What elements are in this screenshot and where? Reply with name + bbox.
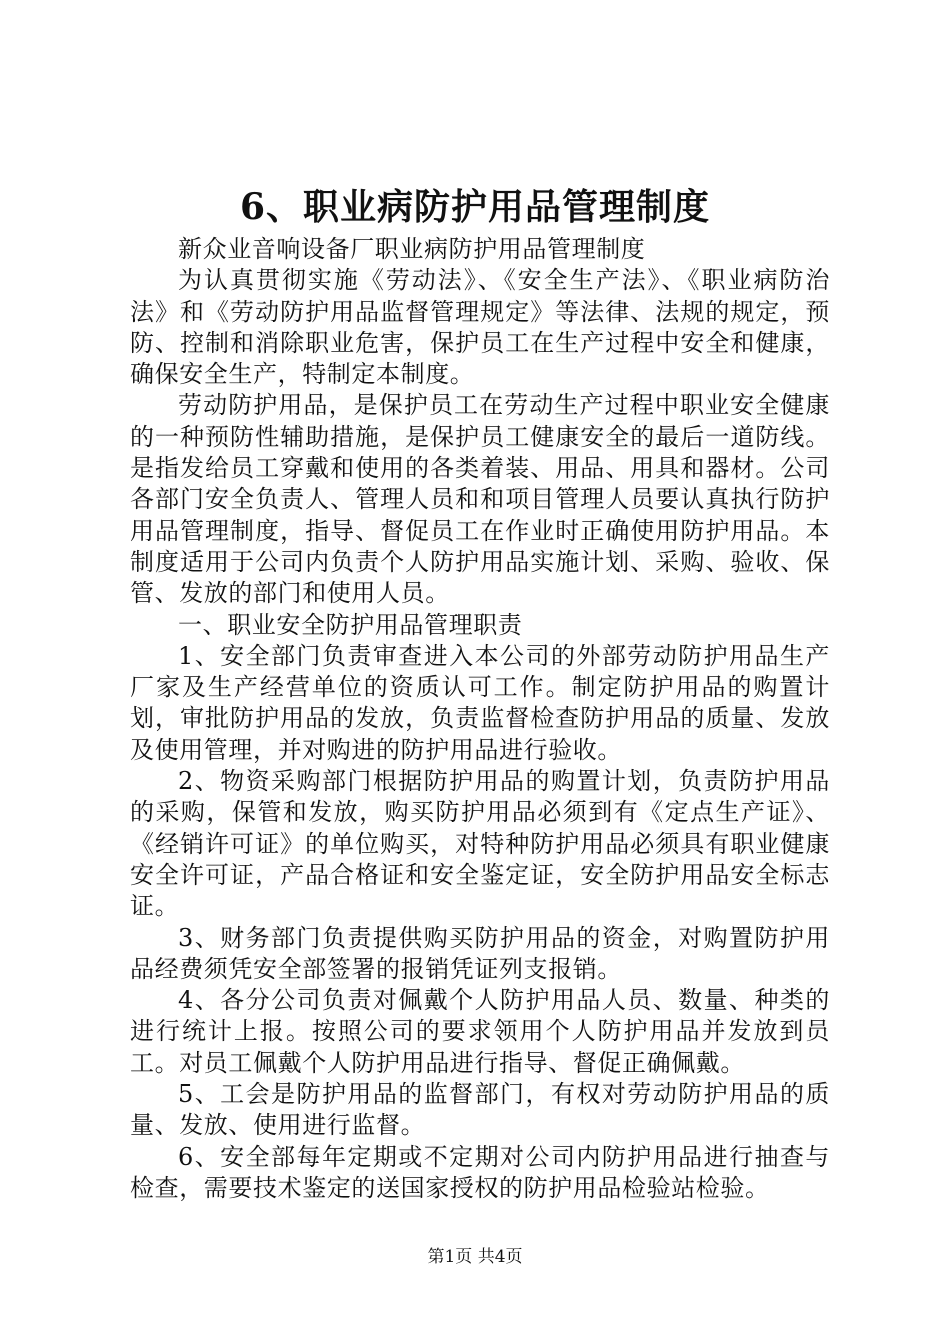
paragraph-item-6: 6、安全部每年定期或不定期对公司内防护用品进行抽查与检查，需要技术鉴定的送国家授权的防护用品检验站检验。 [130,1142,830,1202]
paragraph-item-3: 3、财务部门负责提供购买防护用品的资金，对购置防护用品经费须凭安全部签署的报销凭证列支报销。 [130,923,830,983]
paragraph-item-2: 2、物资采购部门根据防护用品的购置计划，负责防护用品的采购，保管和发放，购买防护用品必须到有《定点生产证》、《经销许可证》的单位购买，对特种防护用品必须具有职业健康安全许可证，产品合格证和安全鉴定证，安全防护用品安全标志证。 [130,767,830,921]
paragraph-item-4: 4、各分公司负责对佩戴个人防护用品人员、数量、种类的进行统计上报。按照公司的要求领用个人防护用品并发放到员工。对员工佩戴个人防护用品进行指导、督促正确佩戴。 [130,986,830,1077]
document-body [130,234,830,1204]
document-title: 6、职业病防护用品管理制度 [239,186,711,228]
paragraph-item-5: 5、工会是防护用品的监督部门，有权对劳动防护用品的质量、发放、使用进行监督。 [130,1080,830,1140]
paragraph-definition: 劳动防护用品，是保护员工在劳动生产过程中职业安全健康的一种预防性辅助措施，是保护员工健康安全的最后一道防线。是指发给员工穿戴和使用的各类着装、用品、用具和器材。公司各部门安全负责人、管理人员和和项目管理人员要认真执行防护用品管理制度，指导、督促员工在作业时正确使用防护用品。本制度适用于公司内负责个人防护用品实施计划、采购、验收、保管、发放的部门和使用人员。 [130,391,830,608]
paragraph-purpose: 为认真贯彻实施《劳动法》、《安全生产法》、《职业病防治法》和《劳动防护用品监督管理规定》等法律、法规的规定，预防、控制和消除职业危害，保护员工在生产过程中安全和健康，确保安全生产，特制定本制度。 [130,266,830,389]
paragraph-subtitle: 新众业音响设备厂职业病防护用品管理制度 [178,235,646,263]
section-heading-responsibilities: 一、职业安全防护用品管理职责 [178,610,523,639]
page-footer: 第1页 共4页 [427,1247,523,1267]
paragraph-item-1: 1、安全部门负责审查进入本公司的外部劳动防护用品生产厂家及生产经营单位的资质认可工作。制定防护用品的购置计划，审批防护用品的发放，负责监督检查防护用品的质量、发放及使用管理，并对购进的防护用品进行验收。 [130,641,830,764]
